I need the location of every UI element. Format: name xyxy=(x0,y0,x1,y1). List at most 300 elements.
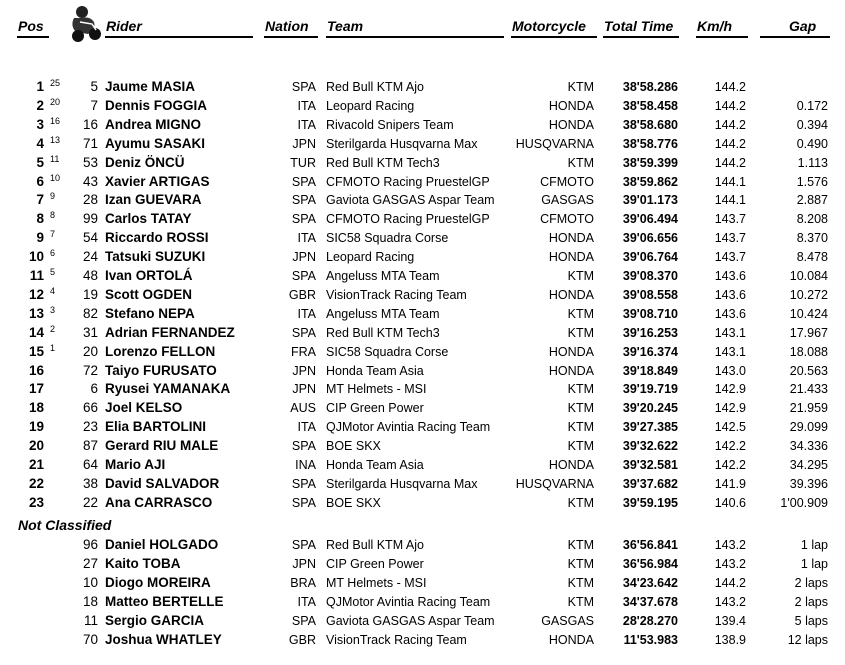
motorcycle-cell: HONDA xyxy=(548,363,594,378)
motorcycle-rider-icon xyxy=(68,4,104,44)
rider-name-cell: Daniel HOLGADO xyxy=(105,537,219,552)
team-cell: Leopard Racing xyxy=(326,250,415,265)
team-cell: VisionTrack Racing Team xyxy=(326,287,467,302)
points-cell: 1 xyxy=(50,342,56,353)
total-time-cell: 39'37.682 xyxy=(622,476,678,491)
rider-name-cell: Adrian FERNANDEZ xyxy=(105,324,235,340)
rider-number-cell: 38 xyxy=(82,475,98,491)
motorcycle-cell: KTM xyxy=(567,595,594,609)
gap-cell: 20.563 xyxy=(789,363,828,378)
gap-cell: 12 laps xyxy=(787,633,828,647)
motorcycle-cell: KTM xyxy=(567,401,594,416)
motorcycle-cell: KTM xyxy=(567,495,594,510)
table-row xyxy=(0,190,845,209)
table-row xyxy=(0,323,845,342)
rider-name-cell: Carlos TATAY xyxy=(105,211,192,227)
nation-cell: SPA xyxy=(291,269,316,283)
rider-name-cell: Taiyo FURUSATO xyxy=(105,362,217,378)
total-time-cell: 39'20.245 xyxy=(622,401,678,416)
rider-number-cell: 28 xyxy=(82,192,98,208)
rider-name-cell: Tatsuki SUZUKI xyxy=(105,249,206,265)
position-cell: 15 xyxy=(28,343,44,359)
position-cell: 23 xyxy=(28,494,44,510)
points-cell: 11 xyxy=(50,153,60,164)
motorcycle-cell: HONDA xyxy=(548,98,594,113)
header-underline xyxy=(696,36,748,38)
table-row xyxy=(0,304,845,323)
table-row xyxy=(0,573,845,592)
rider-number-cell: 24 xyxy=(82,249,98,265)
total-time-cell: 38'58.776 xyxy=(622,136,678,151)
team-cell: Red Bull KTM Ajo xyxy=(326,80,424,94)
position-cell: 16 xyxy=(28,362,44,378)
table-row xyxy=(0,77,845,96)
motorcycle-cell: CFMOTO xyxy=(540,212,594,227)
nation-cell: SPA xyxy=(291,439,316,454)
motorcycle-cell: KTM xyxy=(567,439,594,454)
points-cell: 20 xyxy=(50,96,61,107)
speed-cell: 143.7 xyxy=(714,231,746,246)
team-cell: Angeluss MTA Team xyxy=(326,306,440,321)
speed-cell: 143.6 xyxy=(714,287,746,302)
gap-cell: 0.172 xyxy=(796,98,828,113)
speed-cell: 144.2 xyxy=(714,80,746,94)
header-motorcycle: Motorcycle xyxy=(512,18,586,34)
gap-cell: 34.336 xyxy=(789,439,828,454)
team-cell: Red Bull KTM Tech3 xyxy=(326,325,440,340)
team-cell: CFMOTO Racing PruestelGP xyxy=(326,174,490,189)
motorcycle-cell: HONDA xyxy=(548,250,594,265)
nation-cell: INA xyxy=(295,458,316,472)
position-cell: 17 xyxy=(28,381,44,397)
team-cell: Gaviota GASGAS Aspar Team xyxy=(326,614,495,628)
total-time-cell: 39'06.656 xyxy=(622,231,678,246)
nation-cell: SPA xyxy=(291,614,316,628)
table-row xyxy=(0,209,845,228)
speed-cell: 143.6 xyxy=(714,306,746,321)
speed-cell: 144.2 xyxy=(714,117,746,132)
speed-cell: 143.0 xyxy=(714,363,746,378)
position-cell: 10 xyxy=(28,249,44,265)
rider-name-cell: Dennis FOGGIA xyxy=(105,97,208,113)
motorcycle-cell: KTM xyxy=(567,557,594,571)
rider-number-cell: 64 xyxy=(82,457,98,472)
speed-cell: 139.4 xyxy=(714,614,746,628)
rider-name-cell: Andrea MIGNO xyxy=(105,116,202,132)
motorcycle-cell: HONDA xyxy=(548,287,594,302)
nation-cell: SPA xyxy=(291,80,316,94)
rider-name-cell: Deniz ÖNCÜ xyxy=(105,154,185,170)
total-time-cell: 28'28.270 xyxy=(622,614,678,628)
team-cell: VisionTrack Racing Team xyxy=(326,633,467,647)
speed-cell: 143.1 xyxy=(714,325,746,340)
table-row xyxy=(0,96,845,115)
position-cell: 18 xyxy=(28,400,44,416)
position-cell: 11 xyxy=(29,268,44,283)
table-row xyxy=(0,474,845,493)
speed-cell: 143.7 xyxy=(714,250,746,265)
table-row xyxy=(0,172,845,191)
motorcycle-cell: KTM xyxy=(567,80,594,94)
motorcycle-cell: HONDA xyxy=(548,117,594,132)
rider-number-cell: 48 xyxy=(82,268,98,283)
rider-name-cell: Izan GUEVARA xyxy=(105,192,202,208)
points-cell: 7 xyxy=(50,229,56,240)
speed-cell: 143.6 xyxy=(714,269,746,283)
table-row xyxy=(0,153,845,172)
position-cell: 8 xyxy=(36,211,44,227)
team-cell: Sterilgarda Husqvarna Max xyxy=(326,476,478,491)
motorcycle-cell: KTM xyxy=(567,576,594,590)
motorcycle-cell: GASGAS xyxy=(541,614,594,628)
speed-cell: 143.2 xyxy=(714,557,746,571)
team-cell: Angeluss MTA Team xyxy=(326,269,440,283)
nation-cell: JPN xyxy=(292,363,316,378)
team-cell: Red Bull KTM Tech3 xyxy=(326,155,440,170)
nation-cell: SPA xyxy=(291,193,316,208)
gap-cell: 1'00.909 xyxy=(780,495,828,510)
total-time-cell: 38'59.399 xyxy=(622,155,678,170)
speed-cell: 144.2 xyxy=(714,576,746,590)
nation-cell: SPA xyxy=(291,495,316,510)
table-row xyxy=(0,630,845,649)
nation-cell: AUS xyxy=(290,401,316,416)
total-time-cell: 39'01.173 xyxy=(622,193,678,208)
team-cell: MT Helmets - MSI xyxy=(326,576,427,590)
team-cell: CIP Green Power xyxy=(326,557,424,571)
points-cell: 13 xyxy=(50,134,61,145)
rider-number-cell: 22 xyxy=(82,494,98,510)
total-time-cell: 39'08.710 xyxy=(622,306,678,321)
nation-cell: JPN xyxy=(292,382,316,397)
total-time-cell: 38'58.458 xyxy=(622,98,678,113)
rider-name-cell: Sergio GARCIA xyxy=(105,613,205,628)
gap-cell: 8.208 xyxy=(796,212,828,227)
rider-name-cell: Joel KELSO xyxy=(105,400,183,416)
nation-cell: JPN xyxy=(292,136,316,151)
team-cell: Rivacold Snipers Team xyxy=(326,117,454,132)
rider-name-cell: Kaito TOBA xyxy=(105,556,181,571)
team-cell: QJMotor Avintia Racing Team xyxy=(326,420,491,435)
nation-cell: SPA xyxy=(291,174,316,189)
team-cell: MT Helmets - MSI xyxy=(326,382,427,397)
team-cell: SIC58 Squadra Corse xyxy=(326,231,449,246)
rider-number-cell: 5 xyxy=(90,79,98,94)
total-time-cell: 11'53.983 xyxy=(623,633,678,647)
nation-cell: FRA xyxy=(291,344,316,359)
points-cell: 10 xyxy=(50,172,61,183)
table-row xyxy=(0,436,845,455)
nation-cell: ITA xyxy=(297,231,316,246)
total-time-cell: 34'23.642 xyxy=(622,576,678,590)
table-row xyxy=(0,493,845,512)
speed-cell: 143.1 xyxy=(714,344,746,359)
table-row xyxy=(0,247,845,266)
motorcycle-cell: HUSQVARNA xyxy=(515,476,594,491)
speed-cell: 142.2 xyxy=(714,439,746,454)
position-cell: 2 xyxy=(36,97,44,113)
table-row xyxy=(0,134,845,153)
rider-number-cell: 20 xyxy=(82,343,98,359)
nation-cell: GBR xyxy=(288,633,316,647)
rider-number-cell: 82 xyxy=(82,305,98,321)
table-row xyxy=(0,266,845,285)
team-cell: CIP Green Power xyxy=(326,401,424,416)
rider-number-cell: 31 xyxy=(82,324,98,340)
team-cell: Gaviota GASGAS Aspar Team xyxy=(326,193,495,208)
rider-name-cell: Riccardo ROSSI xyxy=(105,230,209,246)
position-cell: 14 xyxy=(28,324,44,340)
header-underline xyxy=(760,36,830,38)
motorcycle-cell: KTM xyxy=(567,155,594,170)
points-cell: 2 xyxy=(50,323,56,334)
nation-cell: ITA xyxy=(297,98,316,113)
table-row xyxy=(0,398,845,417)
header-underline xyxy=(264,36,318,38)
header-underline xyxy=(603,36,679,38)
nation-cell: JPN xyxy=(292,250,316,265)
rider-number-cell: 66 xyxy=(82,400,98,416)
speed-cell: 142.9 xyxy=(714,382,746,397)
position-cell: 5 xyxy=(36,154,44,170)
speed-cell: 138.9 xyxy=(714,633,746,647)
not-classified-heading: Not Classified xyxy=(18,517,112,533)
position-cell: 19 xyxy=(28,419,44,435)
rider-number-cell: 70 xyxy=(82,632,98,647)
points-cell: 5 xyxy=(50,267,56,277)
rider-number-cell: 23 xyxy=(82,419,98,435)
nation-cell: SPA xyxy=(291,476,316,491)
rider-name-cell: Diogo MOREIRA xyxy=(105,575,211,590)
rider-name-cell: Ayumu SASAKI xyxy=(105,135,206,151)
nation-cell: ITA xyxy=(297,595,316,609)
rider-number-cell: 18 xyxy=(82,594,98,609)
nation-cell: JPN xyxy=(292,557,316,571)
total-time-cell: 39'32.622 xyxy=(622,439,678,454)
position-cell: 20 xyxy=(28,438,44,454)
rider-number-cell: 71 xyxy=(82,135,98,151)
table-row xyxy=(0,535,845,554)
header-team: Team xyxy=(327,18,364,34)
points-cell: 25 xyxy=(50,78,61,88)
rider-name-cell: Xavier ARTIGAS xyxy=(105,173,210,189)
rider-name-cell: Mario AJI xyxy=(105,457,166,472)
total-time-cell: 39'32.581 xyxy=(622,458,678,472)
total-time-cell: 36'56.841 xyxy=(622,538,678,552)
speed-cell: 143.7 xyxy=(714,212,746,227)
total-time-cell: 38'59.862 xyxy=(622,174,678,189)
motorcycle-cell: KTM xyxy=(567,538,594,552)
motorcycle-cell: HONDA xyxy=(548,344,594,359)
rider-name-cell: Gerard RIU MALE xyxy=(105,438,219,454)
header-nation: Nation xyxy=(265,18,309,34)
team-cell: QJMotor Avintia Racing Team xyxy=(326,595,491,609)
points-cell: 4 xyxy=(50,285,56,296)
gap-cell: 1.113 xyxy=(797,155,828,170)
header-total-time: Total Time xyxy=(604,18,674,34)
motorcycle-cell: HONDA xyxy=(548,633,594,647)
position-cell: 3 xyxy=(36,116,44,132)
rider-number-cell: 99 xyxy=(82,211,98,227)
points-cell: 16 xyxy=(50,115,61,126)
table-row xyxy=(0,285,845,304)
gap-cell: 8.370 xyxy=(796,231,828,246)
speed-cell: 143.2 xyxy=(714,595,746,609)
speed-cell: 144.1 xyxy=(714,174,746,189)
gap-cell: 1 lap xyxy=(800,557,828,571)
rider-name-cell: Jaume MASIA xyxy=(105,79,196,94)
speed-cell: 144.2 xyxy=(714,98,746,113)
position-cell: 13 xyxy=(28,305,44,321)
position-cell: 4 xyxy=(36,135,44,151)
position-cell: 22 xyxy=(28,475,44,491)
header-underline xyxy=(17,36,49,38)
total-time-cell: 39'08.558 xyxy=(622,287,678,302)
gap-cell: 18.088 xyxy=(789,344,828,359)
position-cell: 9 xyxy=(36,230,44,246)
table-row xyxy=(0,361,845,380)
speed-cell: 142.2 xyxy=(714,458,746,472)
header-underline xyxy=(511,36,597,38)
motorcycle-cell: KTM xyxy=(567,325,594,340)
gap-cell: 5 laps xyxy=(794,614,828,628)
total-time-cell: 38'58.286 xyxy=(622,80,678,94)
speed-cell: 144.2 xyxy=(714,136,746,151)
team-cell: BOE SKX xyxy=(326,439,381,454)
rider-name-cell: Ana CARRASCO xyxy=(105,494,213,510)
motorcycle-cell: HONDA xyxy=(548,458,594,472)
points-cell: 8 xyxy=(50,210,56,221)
motorcycle-cell: GASGAS xyxy=(541,193,594,208)
nation-cell: ITA xyxy=(297,420,316,435)
rider-number-cell: 10 xyxy=(82,575,98,590)
total-time-cell: 38'58.680 xyxy=(622,117,678,132)
gap-cell: 10.084 xyxy=(789,269,828,283)
nation-cell: BRA xyxy=(290,576,316,590)
table-row xyxy=(0,554,845,573)
gap-cell: 29.099 xyxy=(789,420,828,435)
motorcycle-cell: KTM xyxy=(567,306,594,321)
gap-cell: 8.478 xyxy=(796,250,828,265)
table-row xyxy=(0,417,845,436)
gap-cell: 21.959 xyxy=(789,401,828,416)
speed-cell: 143.2 xyxy=(714,538,746,552)
nation-cell: SPA xyxy=(291,538,316,552)
speed-cell: 141.9 xyxy=(714,476,746,491)
gap-cell: 1 lap xyxy=(800,538,828,552)
motorcycle-cell: CFMOTO xyxy=(540,174,594,189)
team-cell: CFMOTO Racing PruestelGP xyxy=(326,212,490,227)
rider-number-cell: 43 xyxy=(82,173,98,189)
header-pos: Pos xyxy=(18,18,44,34)
table-row xyxy=(0,228,845,247)
position-cell: 1 xyxy=(36,79,44,94)
rider-number-cell: 19 xyxy=(82,286,98,302)
team-cell: BOE SKX xyxy=(326,495,381,510)
rider-number-cell: 7 xyxy=(90,97,98,113)
team-cell: Honda Team Asia xyxy=(326,458,424,472)
total-time-cell: 34'37.678 xyxy=(622,595,678,609)
rider-number-cell: 6 xyxy=(90,381,98,397)
header-gap: Gap xyxy=(789,18,817,34)
rider-number-cell: 72 xyxy=(82,362,98,378)
nation-cell: SPA xyxy=(291,212,316,227)
position-cell: 21 xyxy=(28,457,44,472)
rider-number-cell: 96 xyxy=(82,537,98,552)
points-cell: 9 xyxy=(50,191,56,202)
header-rider: Rider xyxy=(106,18,142,34)
motorcycle-cell: KTM xyxy=(567,269,594,283)
gap-cell: 1.576 xyxy=(796,174,828,189)
gap-cell: 2 laps xyxy=(794,576,828,590)
rider-number-cell: 87 xyxy=(82,438,98,454)
gap-cell: 2.887 xyxy=(796,193,828,208)
speed-cell: 140.6 xyxy=(714,495,746,510)
table-row xyxy=(0,455,845,474)
rider-name-cell: Matteo BERTELLE xyxy=(105,594,224,609)
team-cell: Leopard Racing xyxy=(326,98,415,113)
position-cell: 6 xyxy=(36,173,44,189)
team-cell: Sterilgarda Husqvarna Max xyxy=(326,136,478,151)
rider-number-cell: 16 xyxy=(82,116,98,132)
total-time-cell: 39'06.764 xyxy=(622,250,678,265)
rider-name-cell: Elia BARTOLINI xyxy=(105,419,207,435)
rider-number-cell: 54 xyxy=(82,230,98,246)
points-cell: 3 xyxy=(50,304,56,315)
nation-cell: ITA xyxy=(297,117,316,132)
table-row xyxy=(0,115,845,134)
gap-cell: 0.490 xyxy=(796,136,828,151)
table-row xyxy=(0,592,845,611)
header-underline xyxy=(326,36,504,38)
gap-cell: 2 laps xyxy=(794,595,828,609)
team-cell: SIC58 Squadra Corse xyxy=(326,344,449,359)
motorcycle-cell: KTM xyxy=(567,420,594,435)
position-cell: 12 xyxy=(28,286,44,302)
rider-name-cell: Joshua WHATLEY xyxy=(105,632,222,647)
speed-cell: 144.1 xyxy=(714,193,746,208)
rider-name-cell: David SALVADOR xyxy=(105,475,220,491)
rider-name-cell: Ivan ORTOLÁ xyxy=(105,268,193,283)
total-time-cell: 39'16.374 xyxy=(622,344,678,359)
rider-name-cell: Lorenzo FELLON xyxy=(105,343,216,359)
table-row xyxy=(0,611,845,630)
rider-name-cell: Ryusei YAMANAKA xyxy=(105,381,231,397)
total-time-cell: 39'06.494 xyxy=(622,212,678,227)
rider-name-cell: Stefano NEPA xyxy=(105,305,195,321)
total-time-cell: 36'56.984 xyxy=(622,557,678,571)
total-time-cell: 39'08.370 xyxy=(622,269,678,283)
nation-cell: GBR xyxy=(288,287,316,302)
speed-cell: 144.2 xyxy=(714,155,746,170)
motorcycle-cell: HONDA xyxy=(548,231,594,246)
total-time-cell: 39'19.719 xyxy=(622,382,678,397)
gap-cell: 10.424 xyxy=(789,306,828,321)
speed-cell: 142.5 xyxy=(714,420,746,435)
rider-name-cell: Scott OGDEN xyxy=(105,286,193,302)
gap-cell: 39.396 xyxy=(789,476,828,491)
header-underline xyxy=(105,36,253,38)
position-cell: 7 xyxy=(36,192,44,208)
rider-number-cell: 27 xyxy=(82,556,98,571)
total-time-cell: 39'59.195 xyxy=(622,495,678,510)
total-time-cell: 39'16.253 xyxy=(622,325,678,340)
points-cell: 6 xyxy=(50,248,56,259)
gap-cell: 34.295 xyxy=(789,458,828,472)
rider-number-cell: 11 xyxy=(83,613,98,628)
gap-cell: 21.433 xyxy=(789,382,828,397)
rider-number-cell: 53 xyxy=(82,154,98,170)
